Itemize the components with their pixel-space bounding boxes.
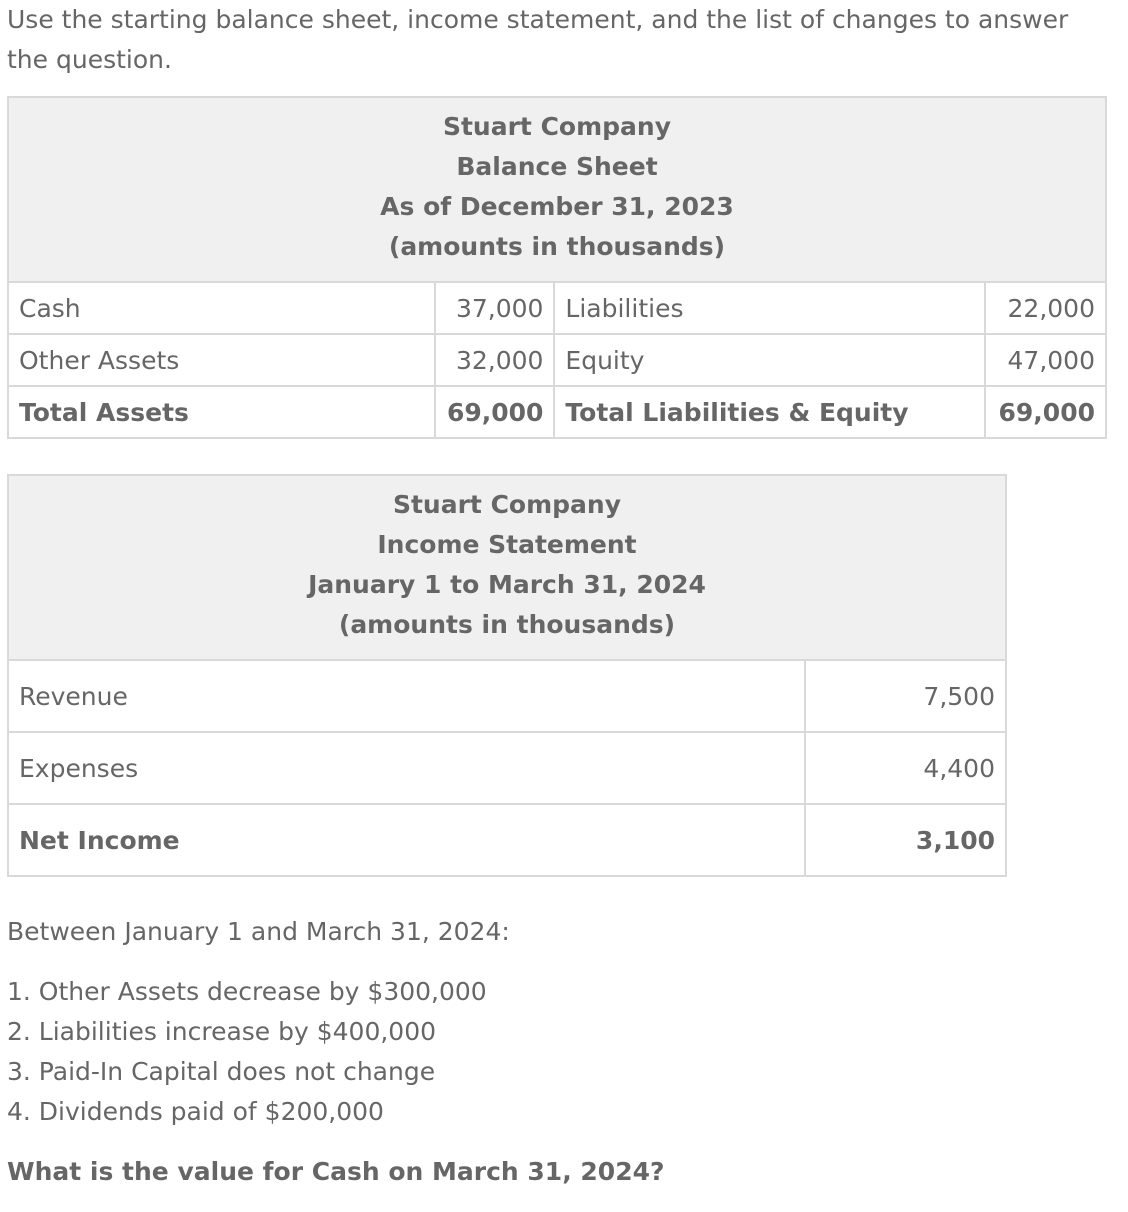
cash-value: 37,000 — [435, 282, 554, 334]
total-assets-label: Total Assets — [8, 386, 435, 438]
income-statement-header-row — [8, 475, 1006, 660]
revenue-label: Revenue — [8, 660, 805, 732]
income-statement-table — [7, 474, 1007, 877]
table-row — [8, 282, 1106, 334]
liabilities-value: 22,000 — [985, 282, 1106, 334]
total-assets-value: 69,000 — [435, 386, 554, 438]
balance-sheet-header-row — [8, 97, 1106, 282]
table-row — [8, 386, 1106, 438]
expenses-value: 4,400 — [805, 732, 1006, 804]
revenue-value: 7,500 — [805, 660, 1006, 732]
table-row — [8, 732, 1006, 804]
other-assets-value: 32,000 — [435, 334, 554, 386]
balance-sheet-company: Stuart Company — [442, 112, 672, 141]
income-statement-title: Income Statement — [377, 530, 637, 559]
total-liabilities-equity-value: 69,000 — [985, 386, 1106, 438]
table-row — [8, 660, 1006, 732]
balance-sheet-table — [7, 96, 1107, 439]
income-statement-period: January 1 to March 31, 2024 — [308, 570, 706, 599]
list-item: 3. Paid-In Capital does not change — [7, 1057, 436, 1086]
cash-label: Cash — [8, 282, 435, 334]
net-income-label: Net Income — [8, 804, 805, 876]
income-statement-units: (amounts in thousands) — [338, 610, 676, 639]
balance-sheet-header — [8, 97, 1106, 282]
list-item: 1. Other Assets decrease by $300,000 — [7, 977, 487, 1006]
liabilities-label: Liabilities — [554, 282, 985, 334]
expenses-label: Expenses — [8, 732, 805, 804]
net-income-value: 3,100 — [805, 804, 1006, 876]
changes-list — [7, 972, 487, 1132]
equity-value: 47,000 — [985, 334, 1106, 386]
income-statement-company: Stuart Company — [392, 490, 622, 519]
balance-sheet-date: As of December 31, 2023 — [380, 192, 734, 221]
balance-sheet-title: Balance Sheet — [456, 152, 658, 181]
other-assets-label: Other Assets — [8, 334, 435, 386]
total-liabilities-equity-label: Total Liabilities & Equity — [554, 386, 985, 438]
balance-sheet-units: (amounts in thousands) — [388, 232, 726, 261]
equity-label: Equity — [554, 334, 985, 386]
changes-intro: Between January 1 and March 31, 2024: — [7, 917, 510, 946]
instructions-text: Use the starting balance sheet, income statement, and the list of changes to answer the question. — [7, 5, 1069, 74]
question-text: What is the value for Cash on March 31, 2024? — [7, 1157, 665, 1186]
list-item: 4. Dividends paid of $200,000 — [7, 1097, 384, 1126]
table-row — [8, 334, 1106, 386]
table-row — [8, 804, 1006, 876]
income-statement-header — [8, 475, 1006, 660]
list-item: 2. Liabilities increase by $400,000 — [7, 1017, 437, 1046]
